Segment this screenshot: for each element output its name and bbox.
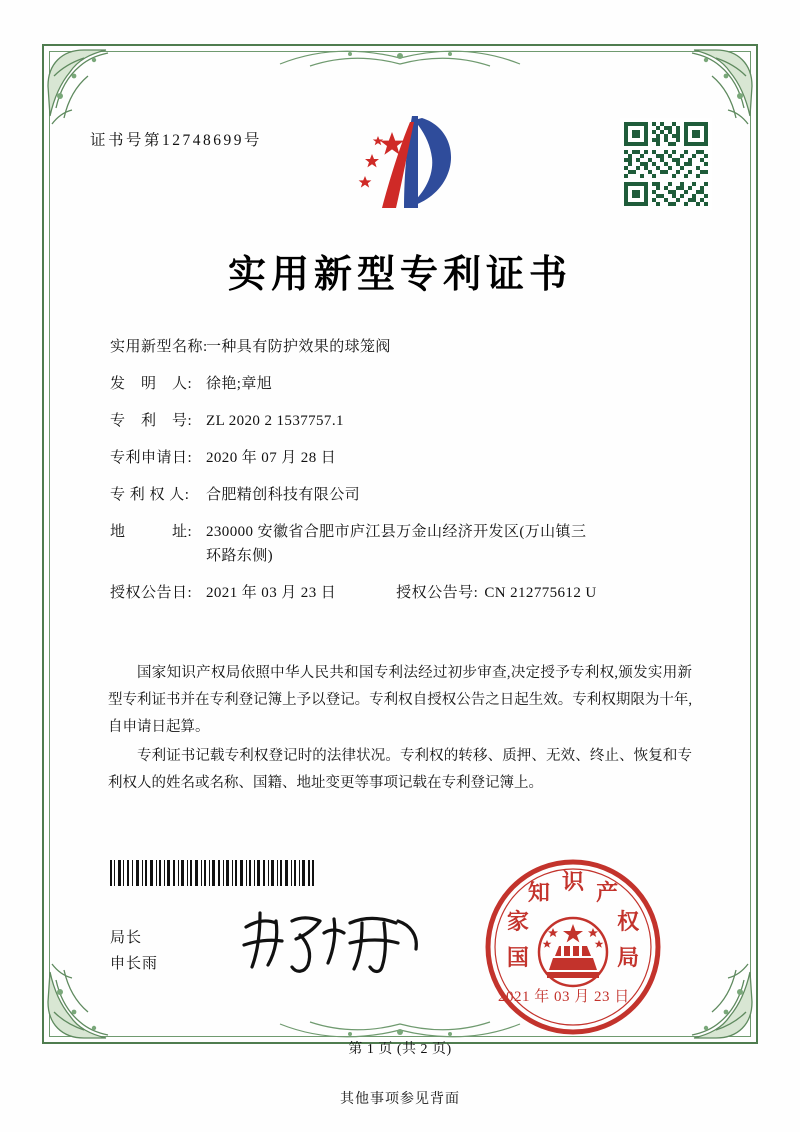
field-row-address <box>110 525 710 564</box>
handwritten-signature-icon <box>238 905 424 979</box>
field-row-patent-number <box>110 414 710 429</box>
svg-text:权: 权 <box>617 909 640 936</box>
page-title: 实用新型专利证书 <box>227 251 572 296</box>
signature-block <box>110 925 158 977</box>
footer-note: 其他事项参见背面 <box>340 1092 460 1107</box>
barcode-icon <box>110 860 314 886</box>
field-list <box>110 340 710 623</box>
value-application-date: 2020 年 07 月 28 日 <box>206 450 337 466</box>
certificate-number: 证书号第12748699号 <box>90 132 263 149</box>
field-row-inventor <box>110 377 710 392</box>
body-text <box>108 660 692 799</box>
value-patentee: 合肥精创科技有限公司 <box>206 487 361 503</box>
qr-code-icon <box>620 118 712 210</box>
page-number: 第 1 页 (共 2 页) <box>348 1042 452 1057</box>
value-announcement-date: 2021 年 03 月 23 日 <box>206 585 337 601</box>
value-patent-number: ZL 2020 2 1537757.1 <box>206 413 344 429</box>
label-patentee: 专 利 权 人: <box>110 487 190 503</box>
svg-text:识: 识 <box>561 869 585 895</box>
value-inventor: 徐艳;章旭 <box>206 376 273 392</box>
label-patent-number: 专 利 号: <box>110 413 193 429</box>
svg-text:家: 家 <box>506 909 529 936</box>
body-paragraph-2: 专利证书记载专利权登记时的法律状况。专利权的转移、质押、无效、终止、恢复和专利权人的姓名或名称、国籍、地址变更等事项记载在专利登记簿上。 <box>108 748 692 791</box>
official-seal <box>478 852 668 1042</box>
svg-text:产: 产 <box>596 880 619 907</box>
label-inventor: 发 明 人: <box>110 376 193 392</box>
field-row-patentee <box>110 488 710 503</box>
field-row-announcement <box>110 586 710 601</box>
label-announcement-number: 授权公告号: <box>396 585 479 601</box>
svg-text:知: 知 <box>527 880 550 907</box>
value-utility-model-name: 一种具有防护效果的球笼阀 <box>206 339 391 355</box>
seal-date: 2021 年 03 月 23 日 <box>498 989 630 1005</box>
label-address: 地 址: <box>110 524 193 540</box>
cnipa-logo-icon <box>352 112 467 217</box>
address-line-1: 230000 安徽省合肥市庐江县万金山经济开发区(万山镇三 <box>206 524 587 540</box>
label-utility-model-name: 实用新型名称: <box>110 339 208 355</box>
svg-text:国: 国 <box>506 944 529 971</box>
svg-text:局: 局 <box>617 944 640 971</box>
field-row-application-date <box>110 451 710 466</box>
value-announcement-number: CN 212775612 U <box>484 585 597 601</box>
signature-name: 申长雨 <box>110 956 159 972</box>
signature-title: 局长 <box>110 930 143 946</box>
body-paragraph-1: 国家知识产权局依照中华人民共和国专利法经过初步审查,决定授予专利权,颁发实用新型专利证书并在专利登记簿上予以登记。专利权自授权公告之日起生效。专利权期限为十年,自申请日起算。 <box>108 665 692 735</box>
value-address <box>206 525 710 564</box>
top-edge-ornament <box>270 42 530 78</box>
label-application-date: 专利申请日: <box>110 450 193 466</box>
address-line-2: 环路东侧) <box>206 548 273 564</box>
label-announcement-date: 授权公告日: <box>110 585 193 601</box>
field-row-utility-model-name <box>110 340 710 355</box>
